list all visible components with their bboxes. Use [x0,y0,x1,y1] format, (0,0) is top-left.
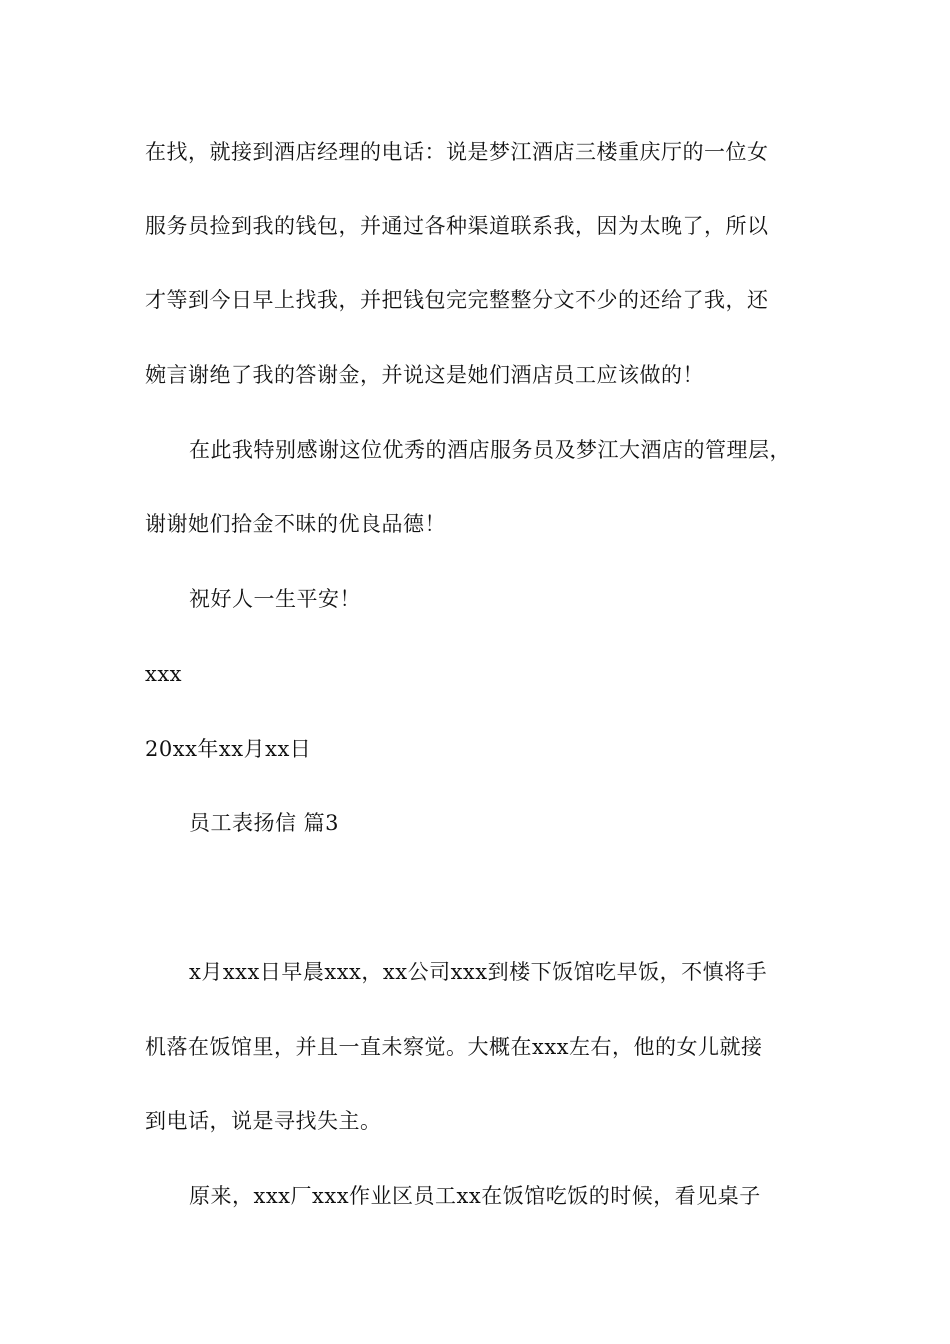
paragraph-line: 机落在饭馆里，并且一直未察觉。大概在xxx左右，他的女儿就接 [145,1035,763,1059]
paragraph-line: 在找，就接到酒店经理的电话：说是梦江酒店三楼重庆厅的一位女 [145,140,769,164]
closing-wish: 祝好人一生平安！ [189,587,361,611]
paragraph-line: 婉言谢绝了我的答谢金，并说这是她们酒店员工应该做的！ [145,363,704,387]
signature-name: xxx [145,662,183,686]
paragraph-line: 到电话，说是寻找失主。 [145,1109,382,1133]
paragraph-line: 才等到今日早上找我，并把钱包完完整整分文不少的还给了我，还 [145,288,769,312]
signature-date: 20xx年xx月xx日 [145,737,312,761]
paragraph-line: 原来，xxx厂xxx作业区员工xx在饭馆吃饭的时候，看见桌子 [189,1184,761,1208]
paragraph-line: 谢谢她们拾金不昧的优良品德！ [145,512,446,536]
paragraph-line: 服务员捡到我的钱包，并通过各种渠道联系我，因为太晚了，所以 [145,214,769,238]
paragraph-line: 在此我特别感谢这位优秀的酒店服务员及梦江大酒店的管理层， [189,438,791,462]
paragraph-line: x月xxx日早晨xxx，xx公司xxx到楼下饭馆吃早饭，不慎将手 [189,960,768,984]
section-title: 员工表扬信 篇3 [189,811,340,835]
